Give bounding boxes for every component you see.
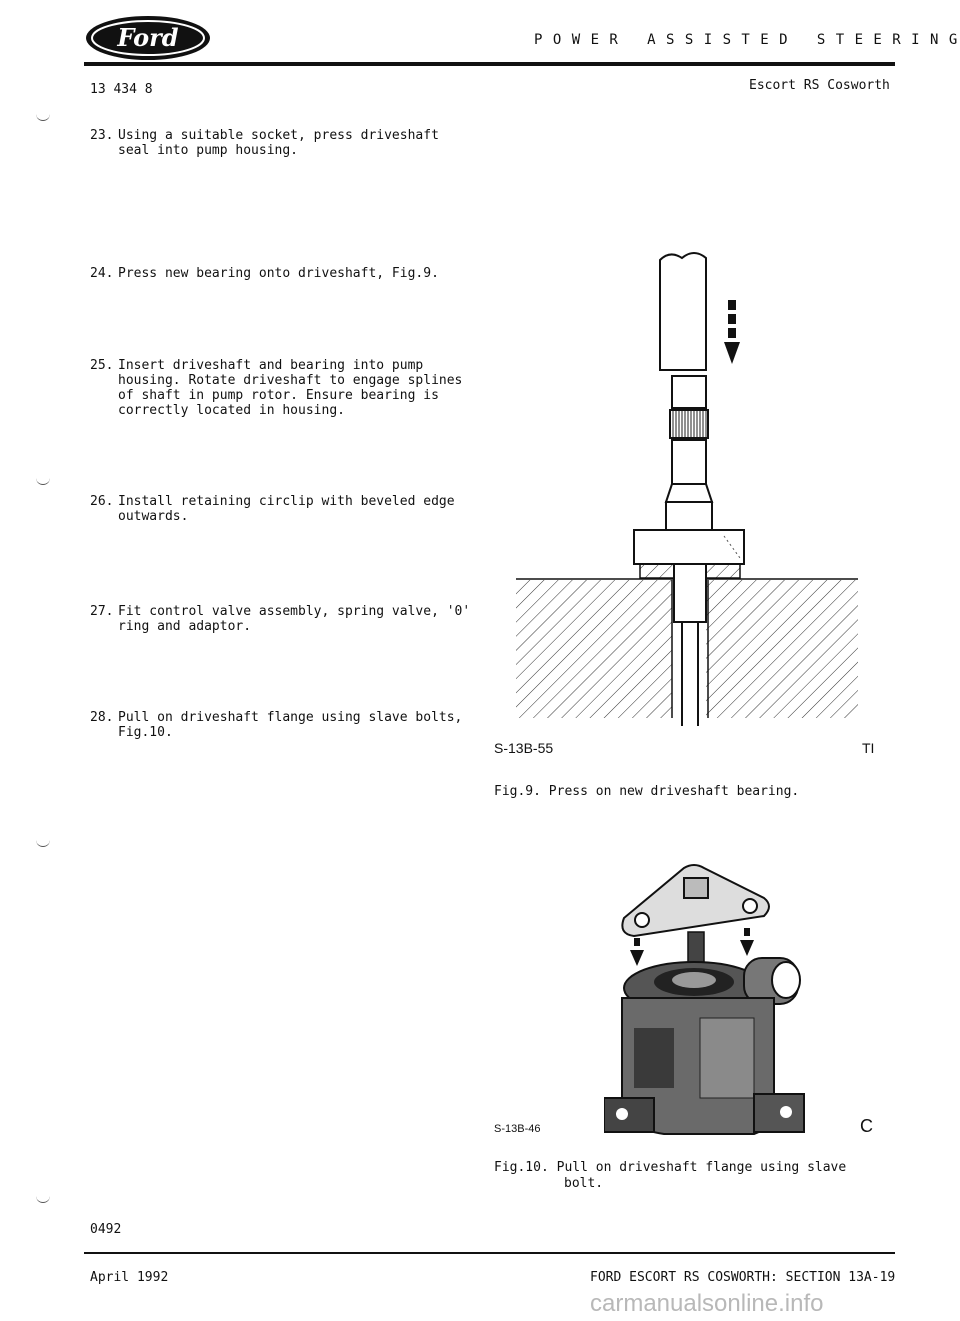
vehicle-name: Escort RS Cosworth [749, 78, 890, 93]
step-number: 23. [90, 128, 114, 143]
step-line: outwards. [118, 509, 189, 524]
step-line: of shaft in pump rotor. Ensure bearing is [118, 388, 439, 403]
step-23 [90, 128, 490, 158]
step-line: Press new bearing onto driveshaft, Fig.9. [118, 266, 439, 281]
footer-date: April 1992 [90, 1270, 169, 1285]
step-line: ring and adaptor. [118, 619, 252, 634]
step-24 [90, 266, 490, 281]
step-line: Fig.10. [118, 725, 173, 740]
ford-logo [84, 14, 212, 62]
fig10-mark: C [860, 1116, 873, 1136]
step-number: 25. [90, 358, 114, 373]
watermark: carmanualsonline.info [590, 1290, 824, 1317]
header-rule [84, 62, 895, 66]
step-line: Insert driveshaft and bearing into pump [118, 358, 424, 373]
step-line: Pull on driveshaft flange using slave bolts, [118, 710, 463, 725]
margin-mark [36, 840, 50, 847]
margin-mark [36, 114, 50, 121]
fig10-caption-line: Fig.10. Pull on driveshaft flange using slave [494, 1160, 847, 1175]
step-number: 26. [90, 494, 114, 509]
step-line: Using a suitable socket, press driveshaft [118, 128, 439, 143]
fig9-mark: TI [862, 740, 875, 756]
step-26 [90, 494, 490, 524]
doc-code: 0492 [90, 1222, 122, 1237]
step-line: seal into pump housing. [118, 143, 299, 158]
step-28 [90, 710, 490, 740]
step-number: 27. [90, 604, 114, 619]
step-line: housing. Rotate driveshaft to engage splines [118, 373, 463, 388]
fig9-ref: S-13B-55 [494, 740, 554, 756]
margin-mark [36, 1196, 50, 1203]
fig9-caption: Fig.9. Press on new driveshaft bearing. [494, 784, 800, 799]
step-line: Install retaining circlip with beveled edge [118, 494, 455, 509]
step-number: 28. [90, 710, 114, 725]
fig10-caption-line: bolt. [564, 1176, 604, 1191]
ford-logo-text: Ford [117, 23, 179, 52]
step-number: 24. [90, 266, 114, 281]
section-title: P O W E R A S S I S T E D S T E E R I N G [534, 32, 959, 48]
fig10-caption [494, 1160, 846, 1192]
margin-mark [36, 478, 50, 485]
step-line: Fit control valve assembly, spring valve, '0' [118, 604, 471, 619]
fig10-photo [604, 858, 816, 1146]
step-line: correctly located in housing. [118, 403, 345, 418]
footer-section: FORD ESCORT RS COSWORTH: SECTION 13A-19 [590, 1270, 896, 1285]
step-27 [90, 604, 490, 634]
footer-rule [84, 1252, 895, 1254]
page-code: 13 434 8 [90, 82, 153, 97]
fig10-ref: S-13B-46 [494, 1123, 541, 1135]
step-25 [90, 358, 490, 418]
fig9-illustration [510, 246, 870, 726]
